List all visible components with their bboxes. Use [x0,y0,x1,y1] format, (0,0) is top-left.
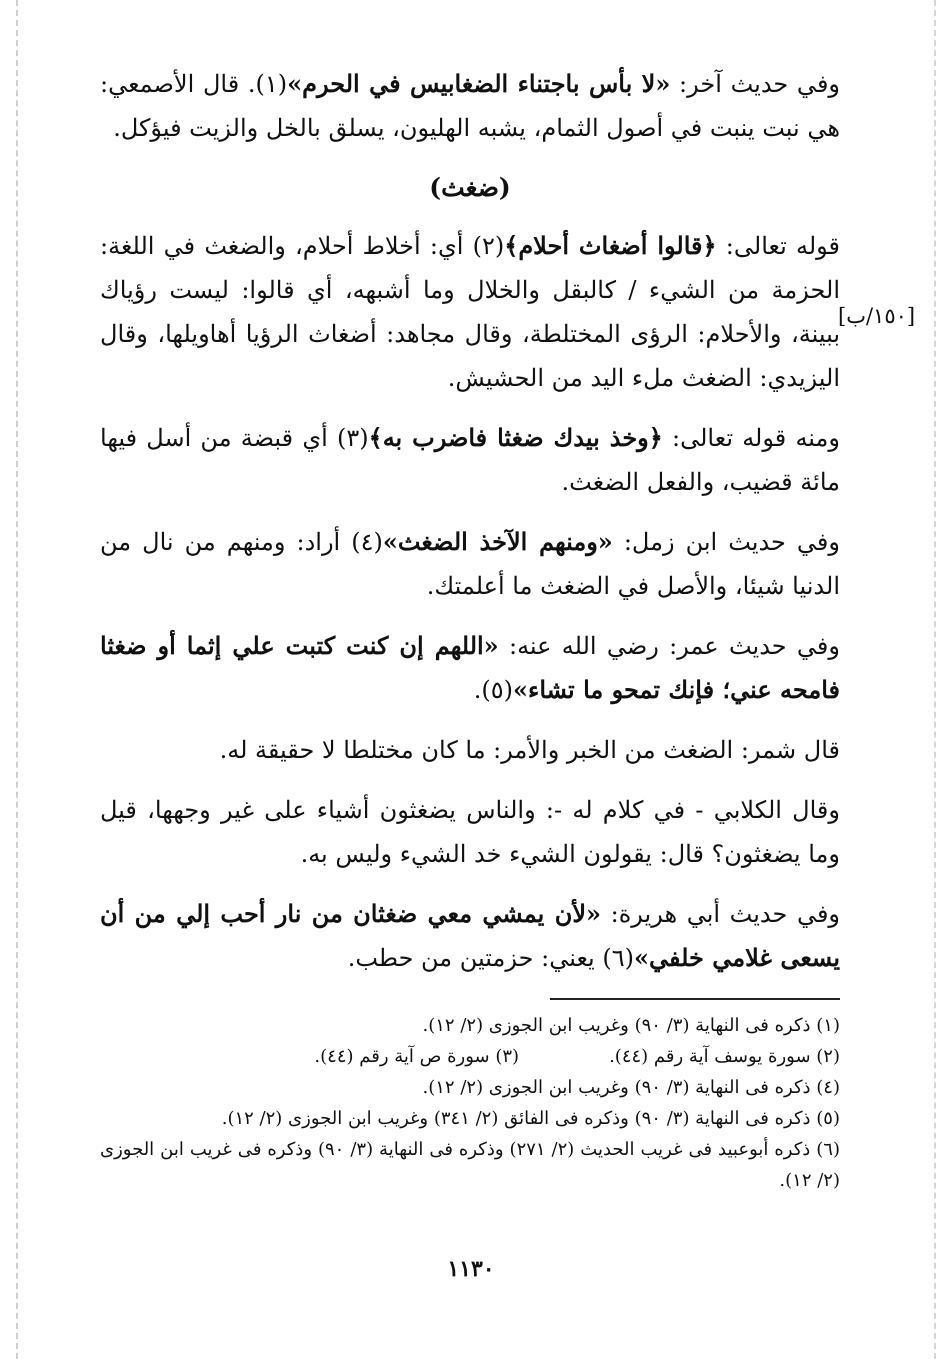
paragraph-6 [100,728,840,772]
footnote-divider [550,998,840,1000]
footnote-6: (٦) ذكره أبوعبيد فى غريب الحديث (٢/ ٢٧١) وذكره فى النهاية (٣/ ٩٠) وذكره فى غريب ابن الجوزى (٢/ ١٢). [100,1139,840,1191]
paragraph-3-text: ومنه قوله تعالى: [662,424,840,452]
entry-heading: (ضغث) [429,173,511,202]
paragraph-5-rest: (٥). [473,676,514,704]
paragraph-8-text: وفي حديث أبي هريرة: [601,900,841,928]
paragraph-7-text: وقال الكلابي - في كلام له -: والناس يضغثون أشياء على غير وجهها، قيل وما يضغثون؟ قال: يقولون الشيء خد الشيء وليس به. [100,796,840,868]
paragraph-8 [100,892,840,980]
paragraph-7 [100,788,840,876]
paragraph-2-text: قوله تعالى: [716,232,841,260]
paragraph-1 [100,62,840,150]
footnote-3: (٣) سورة ص آية رقم (٤٤). [314,1046,520,1067]
margin-folio-note: [١٥٠/ب] [838,304,916,328]
paragraph-8-rest: (٦) يعني: حزمتين من حطب. [347,944,634,972]
paragraph-8-quote: «لأن يمشي معي ضغثان من نار أحب إلي من أن يسعى غلامي خلفي» [100,899,840,972]
paragraph-5 [100,624,840,712]
scan-edge-left [16,0,18,1359]
paragraph-6-text: قال شمر: الضغث من الخبر والأمر: ما كان مختلطا لا حقيقة له. [219,736,840,764]
paragraph-3 [100,416,840,504]
paragraph-4-quote: «ومنهم الآخذ الضغث» [382,527,613,556]
footnote-row-2-3 [100,1041,840,1072]
paragraph-4-text: وفي حديث ابن زمل: [612,528,840,556]
paragraph-2 [100,224,840,400]
paragraph-2-rest: (٢) أي: أخلاط أحلام، والضغث في اللغة: الحزمة من الشيء / كالبقل والخلال وما أشبهه، أي قالوا: ليست رؤياك ببينة، والأحلام: الرؤى المختلطة، وقال مجاهد: أضغاث الرؤيا أهاويلها، وقال اليزيدي: الضغث ملء اليد من الحشيش. [100,232,841,392]
paragraph-1-text: وفي حديث آخر: [670,70,841,98]
page-number: ١١٣٠ [447,1256,495,1282]
paragraph-4 [100,520,840,608]
footnote-4: (٤) ذكره فى النهاية (٣/ ٩٠) وغريب ابن الجوزى (٢/ ١٢). [422,1077,840,1098]
paragraph-1-quote: «لا بأس باجتناء الضغابيس في الحرم» [287,69,671,98]
paragraph-5-quote: «اللهم إن كنت كتبت علي إثما أو ضغثا فامحه عني؛ فإنك تمحو ما تشاء» [100,631,840,704]
scan-edge-right [934,0,936,1359]
paragraph-1-rest: (١). قال الأصمعي: هي نبت ينبت في أصول الثمام، يشبه الهليون، يسلق بالخل والزيت فيؤكل. [100,70,840,142]
footnote-2: (٢) سورة يوسف آية رقم (٤٤). [609,1046,840,1067]
paragraph-2-quote: ﴿قالوا أضغاث أحلام﴾ [504,231,717,260]
paragraph-3-quote: ﴿وخذ بيدك ضغثا فاضرب به﴾ [368,423,663,452]
paragraph-4-rest: (٤) أراد: ومنهم من نال من الدنيا شيئا، والأصل في الضغث ما أعلمتك. [100,528,840,600]
footnote-1: (١) ذكره فى النهاية (٣/ ٩٠) وغريب ابن الجوزى (٢/ ١٢). [422,1015,840,1036]
footnote-5: (٥) ذكره فى النهاية (٣/ ٩٠) وذكره فى الفائق (٢/ ٣٤١) وغريب ابن الجوزى (٢/ ١٢). [221,1108,840,1129]
paragraph-3-rest: (٣) أي قبضة من أسل فيها مائة قضيب، والفعل الضغث. [100,424,840,496]
page-body [100,62,840,1196]
paragraph-5-text: وفي حديث عمر: رضي الله عنه: [498,632,840,660]
